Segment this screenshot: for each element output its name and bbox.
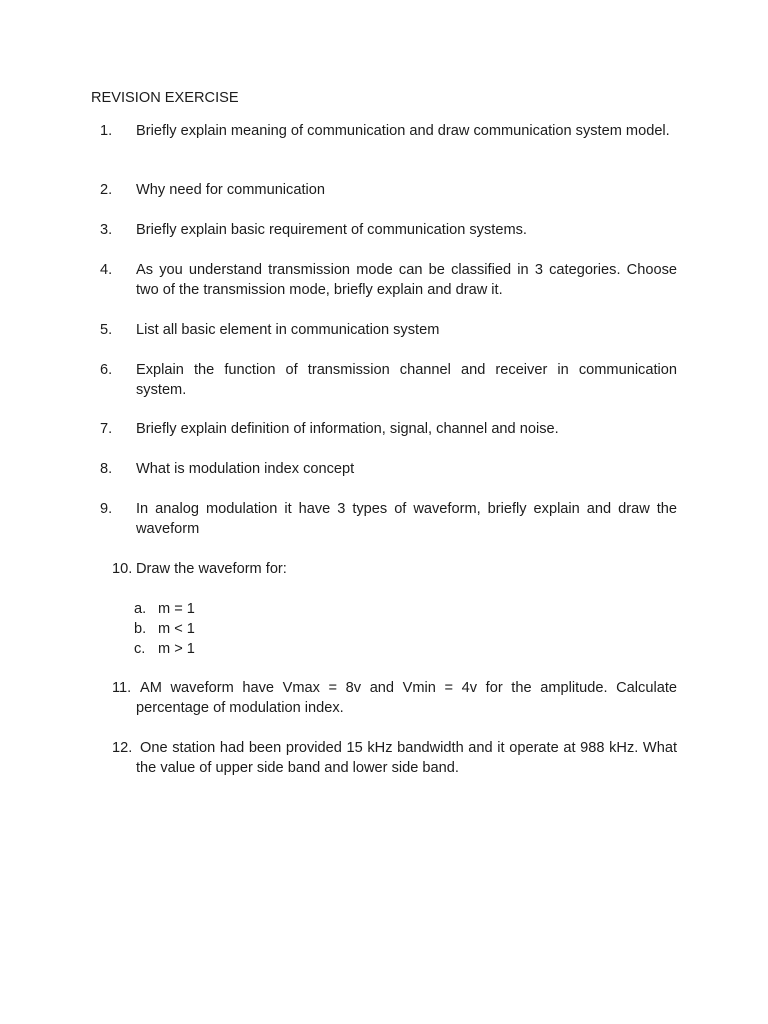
question-number: 11. — [112, 680, 132, 696]
sub-item-letter: b. — [134, 621, 147, 637]
question-number: 8. — [100, 461, 113, 477]
question-7 — [100, 419, 677, 439]
sub-item-c — [134, 639, 334, 659]
question-10 — [112, 559, 677, 579]
question-1 — [100, 121, 677, 141]
question-12 — [112, 738, 677, 778]
question-4 — [100, 260, 677, 300]
question-number: 1. — [100, 123, 113, 139]
question-6 — [100, 360, 677, 400]
question-9 — [100, 499, 677, 539]
question-text: In analog modulation it have 3 types of waveform, briefly explain and draw the waveform — [136, 501, 677, 537]
sub-item-a — [134, 599, 334, 619]
question-number: 10. — [112, 561, 133, 577]
question-number: 2. — [100, 182, 113, 198]
question-number: 4. — [100, 262, 113, 278]
question-text: What is modulation index concept — [136, 461, 355, 477]
question-text: List all basic element in communication system — [136, 322, 440, 338]
question-text: As you understand transmission mode can be classified in 3 categories. Choose two of the transmission mode, briefly explain and draw it. — [136, 262, 677, 298]
sub-item-b — [134, 619, 334, 639]
question-text: Briefly explain definition of information, signal, channel and noise. — [136, 421, 559, 437]
question-2 — [100, 180, 677, 200]
question-5 — [100, 320, 677, 340]
sub-item-text: m > 1 — [158, 641, 195, 657]
sub-item-text: m = 1 — [158, 601, 195, 617]
sub-item-letter: a. — [134, 601, 147, 617]
question-8 — [100, 459, 677, 479]
page-title: REVISION EXERCISE — [91, 90, 239, 106]
question-text: AM waveform have Vmax = 8v and Vmin = 4v for the amplitude. Calculate percentage of modulation index. — [136, 680, 677, 716]
question-11 — [112, 678, 677, 718]
question-text: Why need for communication — [136, 182, 325, 198]
question-text: One station had been provided 15 kHz bandwidth and it operate at 988 kHz. What the value of upper side band and lower side band. — [136, 740, 677, 776]
sub-item-letter: c. — [134, 641, 146, 657]
question-number: 7. — [100, 421, 113, 437]
question-text: Explain the function of transmission channel and receiver in communication system. — [136, 362, 677, 398]
question-text: Briefly explain meaning of communication and draw communication system model. — [136, 123, 670, 139]
question-text: Briefly explain basic requirement of communication systems. — [136, 222, 527, 238]
question-number: 6. — [100, 362, 113, 378]
question-3 — [100, 220, 677, 240]
question-number: 3. — [100, 222, 113, 238]
sub-item-text: m < 1 — [158, 621, 195, 637]
question-text: Draw the waveform for: — [136, 561, 287, 577]
question-number: 12. — [112, 740, 133, 756]
question-number: 9. — [100, 501, 113, 517]
question-number: 5. — [100, 322, 113, 338]
